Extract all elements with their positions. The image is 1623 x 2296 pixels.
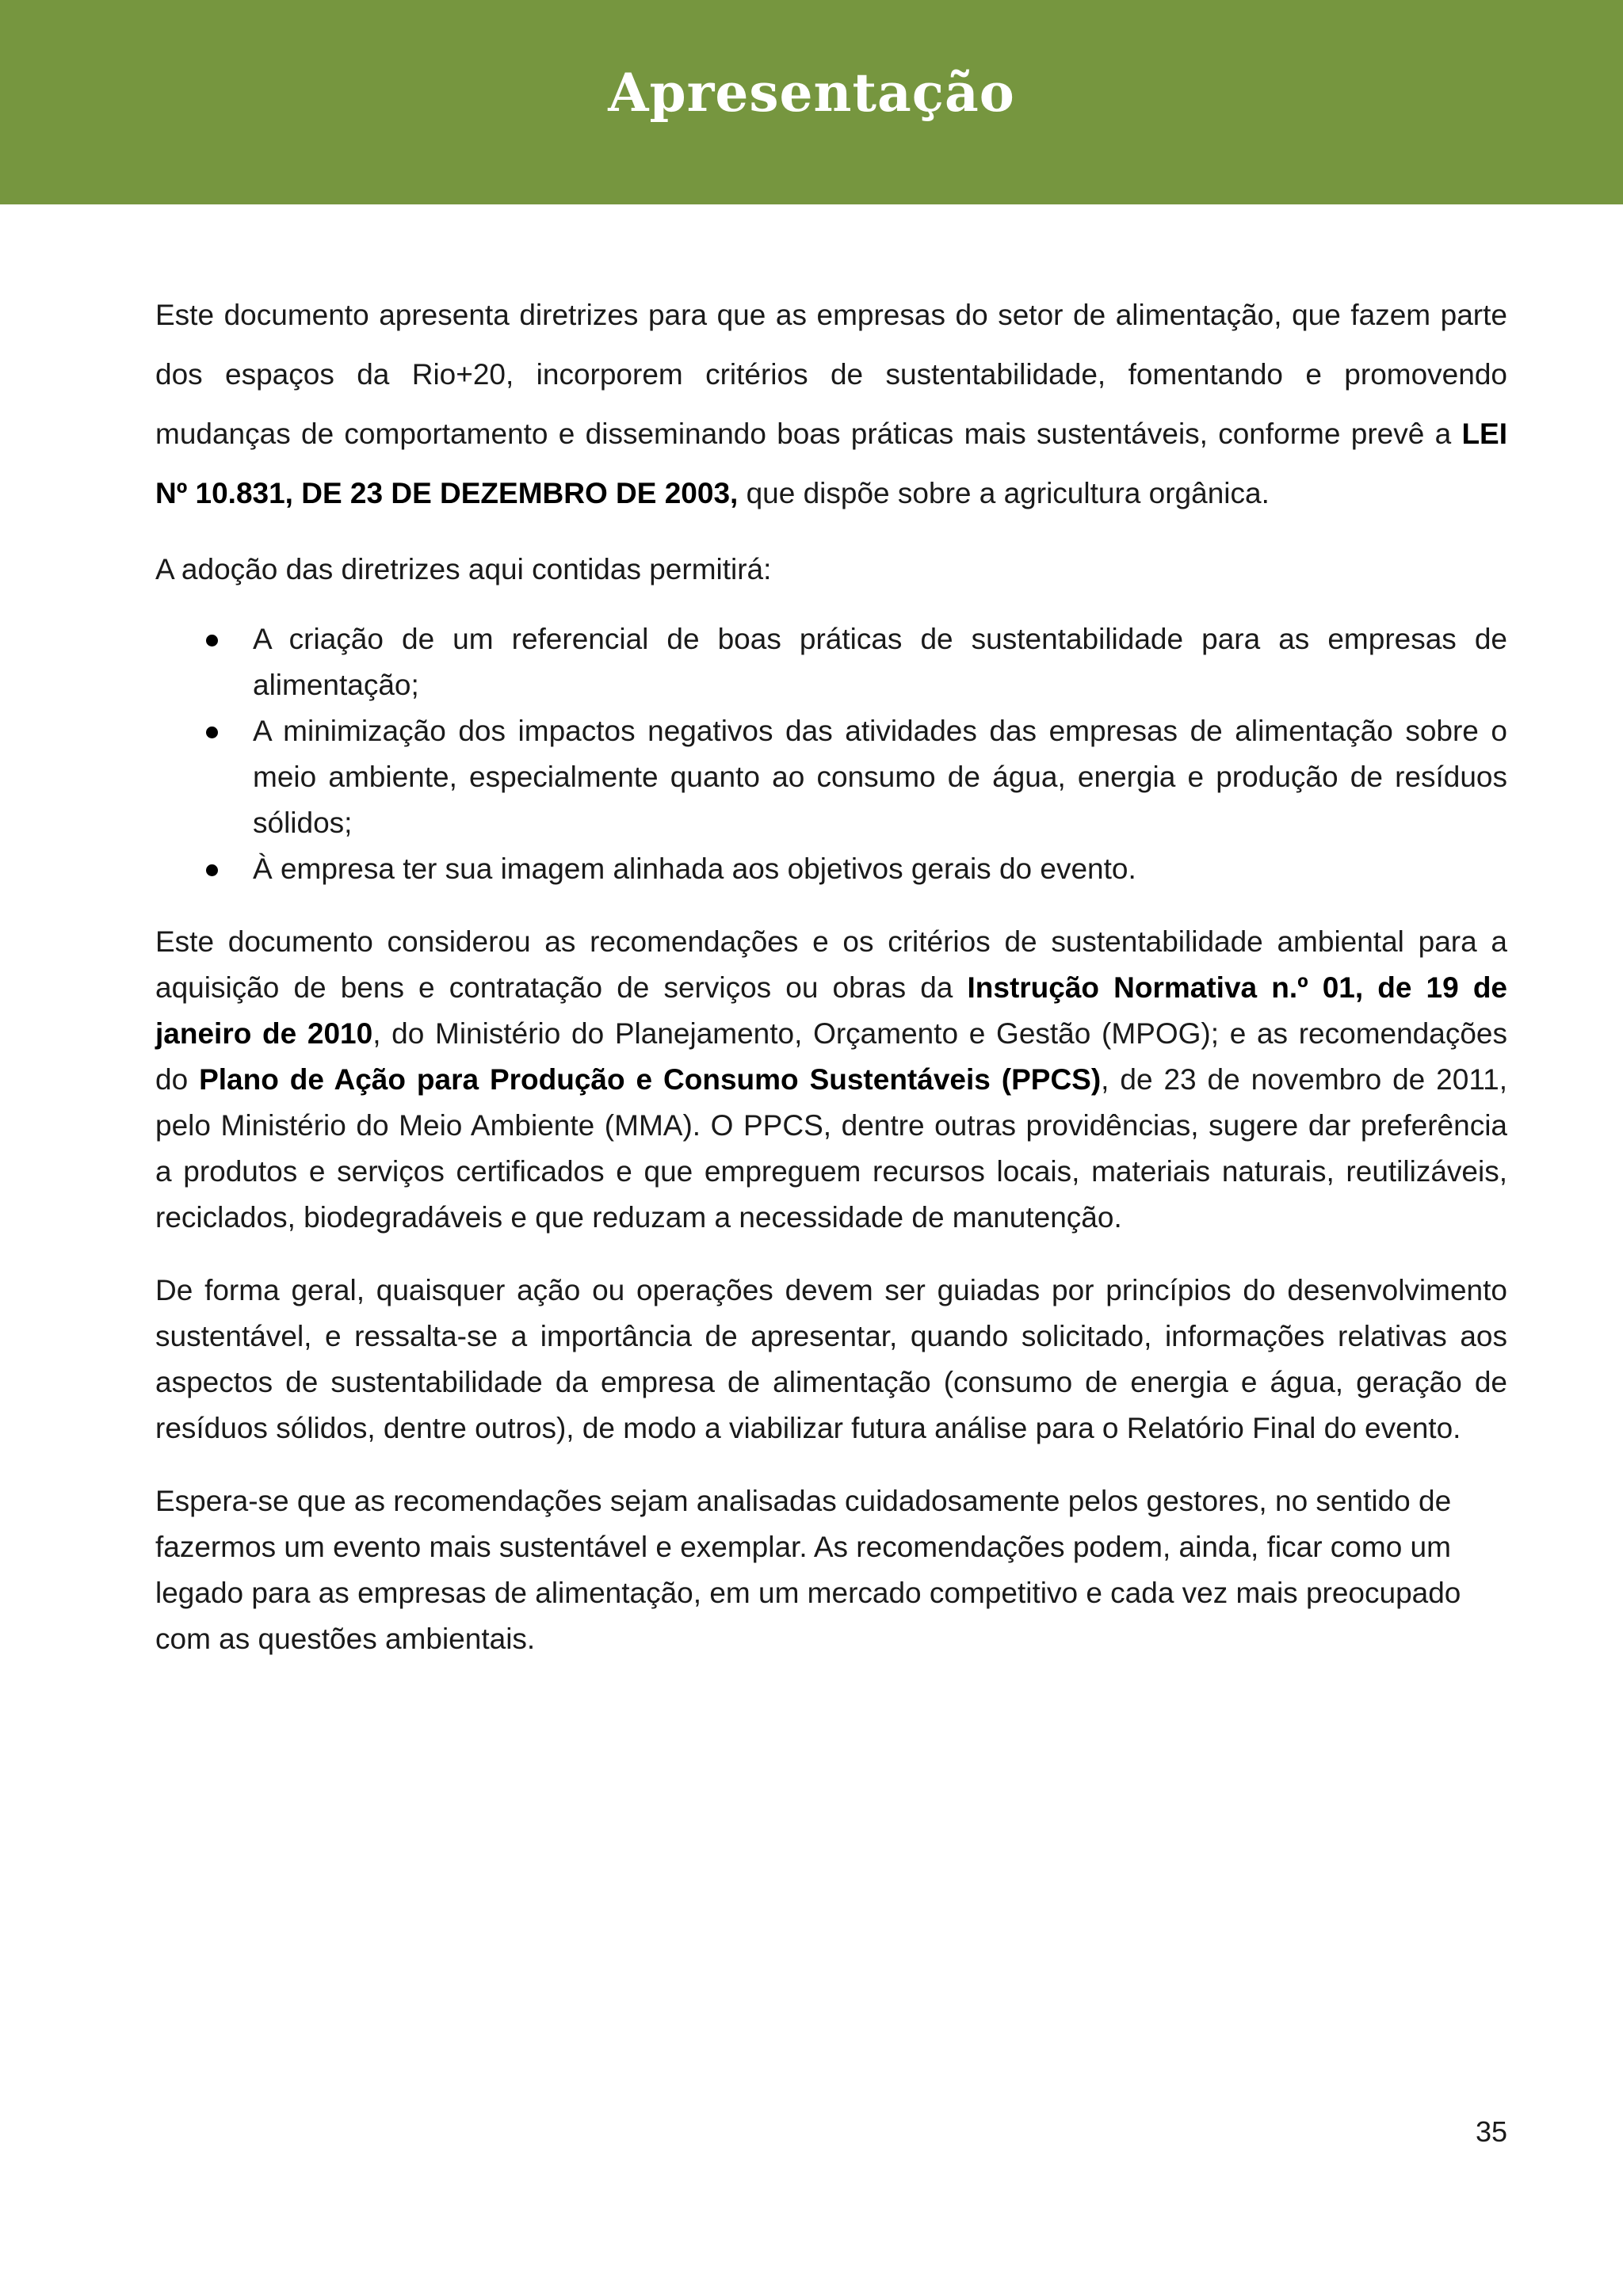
intro-text-2: que dispõe sobre a agricultura orgânica. bbox=[738, 477, 1270, 509]
bullet-icon bbox=[206, 864, 218, 876]
header-band bbox=[0, 0, 1623, 204]
criteria-paragraph bbox=[155, 919, 1507, 1241]
bullet-icon bbox=[206, 727, 218, 738]
list-item bbox=[155, 846, 1507, 892]
list-item-text: A minimização dos impactos negativos das atividades das empresas de alimentação sobre o meio ambiente, especialmente quanto ao consumo de água, energia e produção de resíduos sólidos; bbox=[253, 715, 1507, 839]
bullet-icon bbox=[206, 635, 218, 646]
adoption-list bbox=[155, 616, 1507, 892]
criteria-text-2: , do Ministério do Planejamento, Orçamento e Gestão (MPOG); e as recomendações do bbox=[155, 1017, 1507, 1096]
law-reference: LEI Nº 10.831, DE 23 DE DEZEMBRO DE 2003, bbox=[155, 418, 1507, 509]
criteria-text-1: Este documento considerou as recomendações e os critérios de sustentabilidade ambiental para a aquisição de bens e contratação de serviços ou obras da bbox=[155, 925, 1507, 1004]
general-paragraph: De forma geral, quaisquer ação ou operações devem ser guiadas por princípios do desenvolvimento sustentável, e ressalta-se a importância de apresentar, quando solicitado, informações relativas aos aspectos de sustentabilidade da empresa de alimentação (consumo de energia e água, geração de resíduos sólidos, dentre outros), de modo a viabilizar futura análise para o Relatório Final do evento. bbox=[155, 1274, 1507, 1444]
adoption-lead: A adoção das diretrizes aqui contidas permitirá: bbox=[155, 553, 772, 585]
closing-paragraph: Espera-se que as recomendações sejam analisadas cuidadosamente pelos gestores, no sentido de fazermos um evento mais sustentável e exemplar. As recomendações podem, ainda, ficar como um legado para as empresas de alimentação, em um mercado competitivo e cada vez mais preocupado com as questões ambientais. bbox=[155, 1485, 1461, 1655]
intro-text-1: Este documento apresenta diretrizes para que as empresas do setor de alimentação, que fazem parte dos espaços da Rio+20, incorporem critérios de sustentabilidade, fomentando e promovendo mudanças de comportamento e disseminando boas práticas mais sustentáveis, conforme prevê a bbox=[155, 299, 1507, 450]
page-title: Apresentação bbox=[608, 62, 1015, 124]
page-number: 35 bbox=[1475, 2115, 1507, 2148]
list-item bbox=[155, 708, 1507, 846]
criteria-text-3: , de 23 de novembro de 2011, pelo Ministério do Meio Ambiente (MMA). O PPCS, dentre outras providências, sugere dar preferência a produtos e serviços certificados e que empreguem recursos locais, materiais naturais, reutilizáveis, reciclados, biodegradáveis e que reduzam a necessidade de manutenção. bbox=[155, 1063, 1508, 1234]
list-item-text: À empresa ter sua imagem alinhada aos objetivos gerais do evento. bbox=[253, 852, 1136, 885]
list-item bbox=[155, 616, 1507, 708]
list-item-text: A criação de um referencial de boas práticas de sustentabilidade para as empresas de alimentação; bbox=[253, 623, 1507, 701]
plan-reference: Plano de Ação para Produção e Consumo Sustentáveis (PPCS) bbox=[199, 1063, 1102, 1096]
document-body bbox=[155, 285, 1507, 1662]
instruction-reference: Instrução Normativa n.º 01, de 19 de janeiro de 2010 bbox=[155, 971, 1508, 1050]
intro-paragraph bbox=[155, 285, 1507, 523]
